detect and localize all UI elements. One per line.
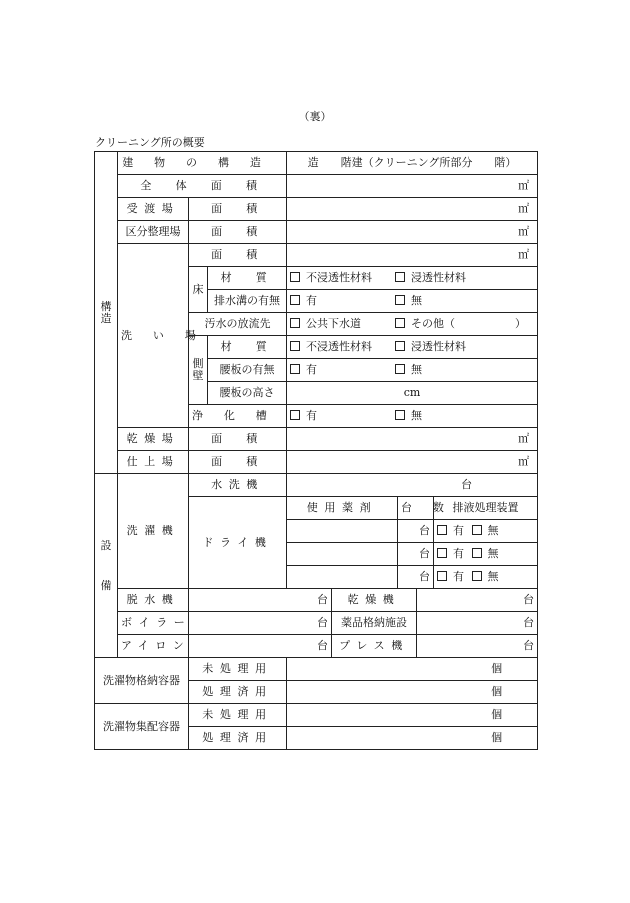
storage-untreated-label: 未処理用 [189,658,287,681]
wall-material-options: 不浸透性材料 浸透性材料 [287,336,538,359]
finishing-area-label: 面 積 [189,451,287,474]
row-reception [95,198,538,221]
row-water-washer [95,474,538,497]
washing-label: 洗い場 [118,244,189,428]
water-washer-label: 水洗機 [189,474,287,497]
checkbox[interactable] [395,318,405,328]
wall-waist-options: 有 無 [287,359,538,382]
collection-untreated-field[interactable]: 個 [287,704,538,727]
building-value-field[interactable]: 造 階建（クリーニング所部分 階） [287,152,538,175]
row-equipment-1 [95,589,538,612]
equipment-count-field[interactable]: 台 [417,635,538,658]
facility-overview-table [94,151,538,750]
sewage-options: 公共下水道 その他（ ） [287,313,538,336]
sewage-label: 汚水の放流先 [189,313,287,336]
equipment-label: 乾燥機 [332,589,417,612]
floor-material-label: 材 質 [208,267,287,290]
checkbox[interactable] [290,272,300,282]
row-total-area [95,175,538,198]
dry-count-field[interactable]: 台 [398,543,434,566]
checkbox[interactable] [395,272,405,282]
wall-height-label: 腰板の高さ [208,382,287,405]
reception-label: 受渡場 [118,198,189,221]
total-area-field[interactable]: ㎡ [287,175,538,198]
checkbox[interactable] [395,341,405,351]
dry-drain-header: 排液処理装置 [434,497,538,520]
wall-label: 側 壁 [189,336,208,405]
floor-material-options: 不浸透性材料 浸透性材料 [287,267,538,290]
row-finishing [95,451,538,474]
water-washer-field[interactable]: 台 [287,474,538,497]
drying-label: 乾燥場 [118,428,189,451]
row-equipment-3 [95,635,538,658]
form-title: クリーニング所の概要 [95,136,205,149]
dry-drain-options: 有 無 [434,543,538,566]
storage-treated-field[interactable]: 個 [287,681,538,704]
dry-count-header: 台数 [398,497,434,520]
sorting-area-label: 面 積 [189,221,287,244]
dry-count-field[interactable]: 台 [398,520,434,543]
checkbox[interactable] [437,548,447,558]
collection-treated-field[interactable]: 個 [287,727,538,750]
sorting-label: 区分整理場 [118,221,189,244]
dry-solvent-field[interactable] [287,543,398,566]
building-label: 建物の構造 [118,152,287,175]
equipment-label: ボイラー [118,612,189,635]
checkbox[interactable] [395,295,405,305]
checkbox[interactable] [290,295,300,305]
total-area-label: 全 体 面 積 [118,175,287,198]
reception-area-label: 面 積 [189,198,287,221]
dry-solvent-field[interactable] [287,520,398,543]
dry-solvent-field[interactable] [287,566,398,589]
dry-drain-options: 有 無 [434,566,538,589]
checkbox[interactable] [472,548,482,558]
purifier-options: 有 無 [287,405,538,428]
checkbox[interactable] [437,571,447,581]
row-storage-untreated [95,658,538,681]
floor-drain-label: 排水溝の有無 [208,290,287,313]
row-sorting [95,221,538,244]
purifier-label: 浄化槽 [189,405,287,428]
floor-label: 床 [189,267,208,313]
equipment-label: 脱水機 [118,589,189,612]
equipment-label: アイロン [118,635,189,658]
row-drying [95,428,538,451]
wall-waist-label: 腰板の有無 [208,359,287,382]
collection-container-label: 洗濯物集配容器 [95,704,189,750]
checkbox[interactable] [290,318,300,328]
finishing-label: 仕上場 [118,451,189,474]
row-collection-untreated [95,704,538,727]
checkbox[interactable] [395,410,405,420]
drying-area-field[interactable]: ㎡ [287,428,538,451]
dry-machine-label: ドライ機 [189,497,287,589]
reception-area-field[interactable]: ㎡ [287,198,538,221]
drying-area-label: 面 積 [189,428,287,451]
section-structure-label: 構 造 [95,152,118,474]
collection-treated-label: 処理済用 [189,727,287,750]
equipment-count-field[interactable]: 台 [417,612,538,635]
equipment-label: プレス機 [332,635,417,658]
finishing-area-field[interactable]: ㎡ [287,451,538,474]
checkbox[interactable] [472,525,482,535]
washing-area-field[interactable]: ㎡ [287,244,538,267]
collection-untreated-label: 未処理用 [189,704,287,727]
equipment-count-field[interactable]: 台 [189,635,332,658]
washing-area-label: 面 積 [189,244,287,267]
wall-height-field[interactable]: cm [287,382,538,405]
equipment-count-field[interactable]: 台 [417,589,538,612]
storage-untreated-field[interactable]: 個 [287,658,538,681]
checkbox[interactable] [395,364,405,374]
checkbox[interactable] [290,410,300,420]
dry-solvent-header: 使用薬剤 [287,497,398,520]
equipment-label: 薬品格納施設 [332,612,417,635]
checkbox[interactable] [290,364,300,374]
row-equipment-2 [95,612,538,635]
checkbox[interactable] [472,571,482,581]
storage-treated-label: 処理済用 [189,681,287,704]
row-washing-area [95,244,538,267]
wall-material-label: 材 質 [208,336,287,359]
page-heading: （裏） [298,110,332,123]
equipment-count-field[interactable]: 台 [189,589,332,612]
dry-drain-options: 有 無 [434,520,538,543]
floor-drain-options: 有 無 [287,290,538,313]
row-building [95,152,538,175]
equipment-count-field[interactable]: 台 [189,612,332,635]
laundry-machine-label: 洗濯機 [118,474,189,589]
dry-count-field[interactable]: 台 [398,566,434,589]
storage-container-label: 洗濯物格納容器 [95,658,189,704]
checkbox[interactable] [437,525,447,535]
sorting-area-field[interactable]: ㎡ [287,221,538,244]
checkbox[interactable] [290,341,300,351]
section-equipment-label: 設 備 [95,474,118,658]
